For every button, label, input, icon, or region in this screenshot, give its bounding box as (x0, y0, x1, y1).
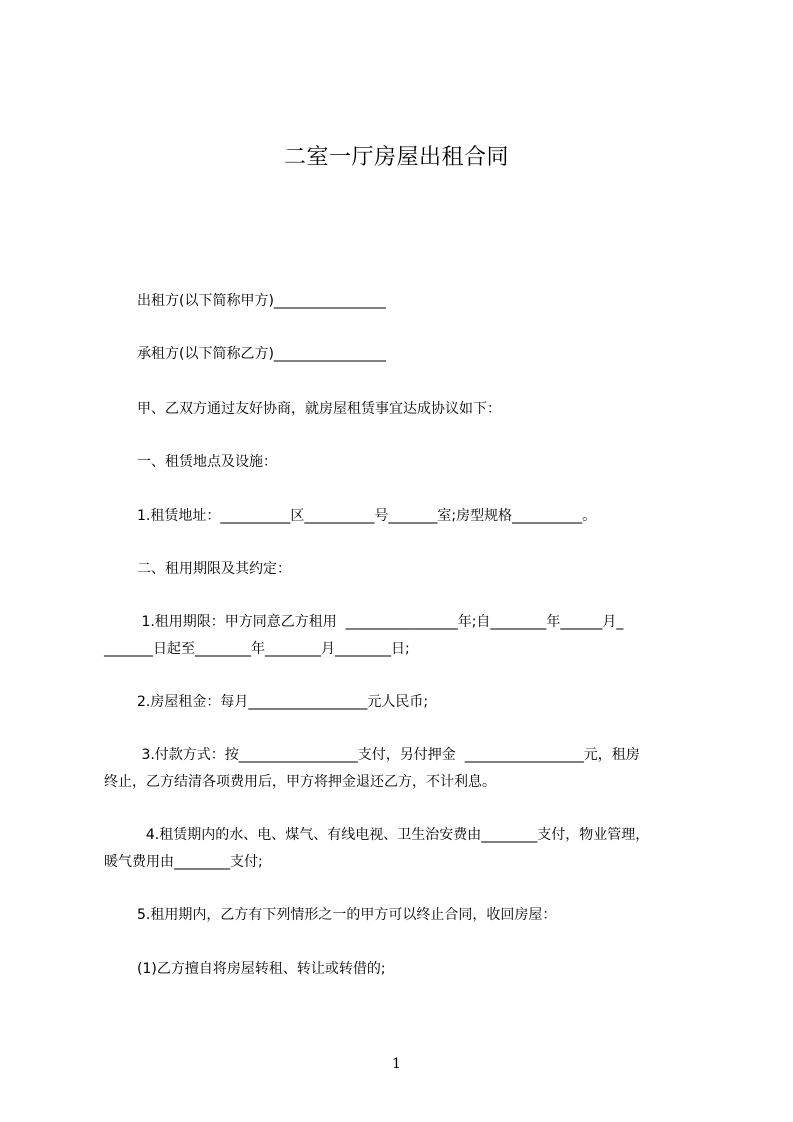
clause-rent: 2.房屋租金：每月_________________元人民币; (137, 694, 429, 710)
lessor-line: 出租方(以下简称甲方)________________ (137, 293, 386, 309)
clause-rental-address: 1.租赁地址：__________区__________号_______室;房型规格__________。 (137, 508, 597, 524)
clause-payment: 3.付款方式：按_________________支付，另付押金 _________________元，租房 (137, 747, 640, 763)
document-title: 二室一厅房屋出租合同 (283, 145, 509, 170)
agreement-intro: 甲、乙双方通过友好协商，就房屋租赁事宜达成协议如下： (137, 401, 501, 417)
lessee-line: 承租方(以下简称乙方)________________ (137, 346, 386, 362)
clause-payment-cont: 终止，乙方结清各项费用后，甲方将押金退还乙方，不计利息。 (104, 774, 496, 790)
section-one-heading: 一、租赁地点及设施： (137, 454, 277, 470)
page-number: 1 (392, 1056, 401, 1072)
clause-termination: 5.租用期内，乙方有下列情形之一的甲方可以终止合同，收回房屋： (137, 907, 557, 923)
section-two-heading: 二、租用期限及其约定： (137, 561, 291, 577)
termination-item-1: (1)乙方擅自将房屋转租、转让或转借的; (137, 961, 386, 977)
clause-lease-term: 1.租用期限：甲方同意乙方租用 ________________年;自________年______月_ (137, 614, 624, 630)
clause-utilities: 4.租赁期内的水、电、煤气、有线电视、卫生治安费由________支付，物业管理， (137, 827, 650, 843)
clause-lease-term-cont: _______日起至________年________月________日; (104, 641, 410, 657)
clause-utilities-cont: 暖气费用由________支付; (104, 854, 263, 870)
